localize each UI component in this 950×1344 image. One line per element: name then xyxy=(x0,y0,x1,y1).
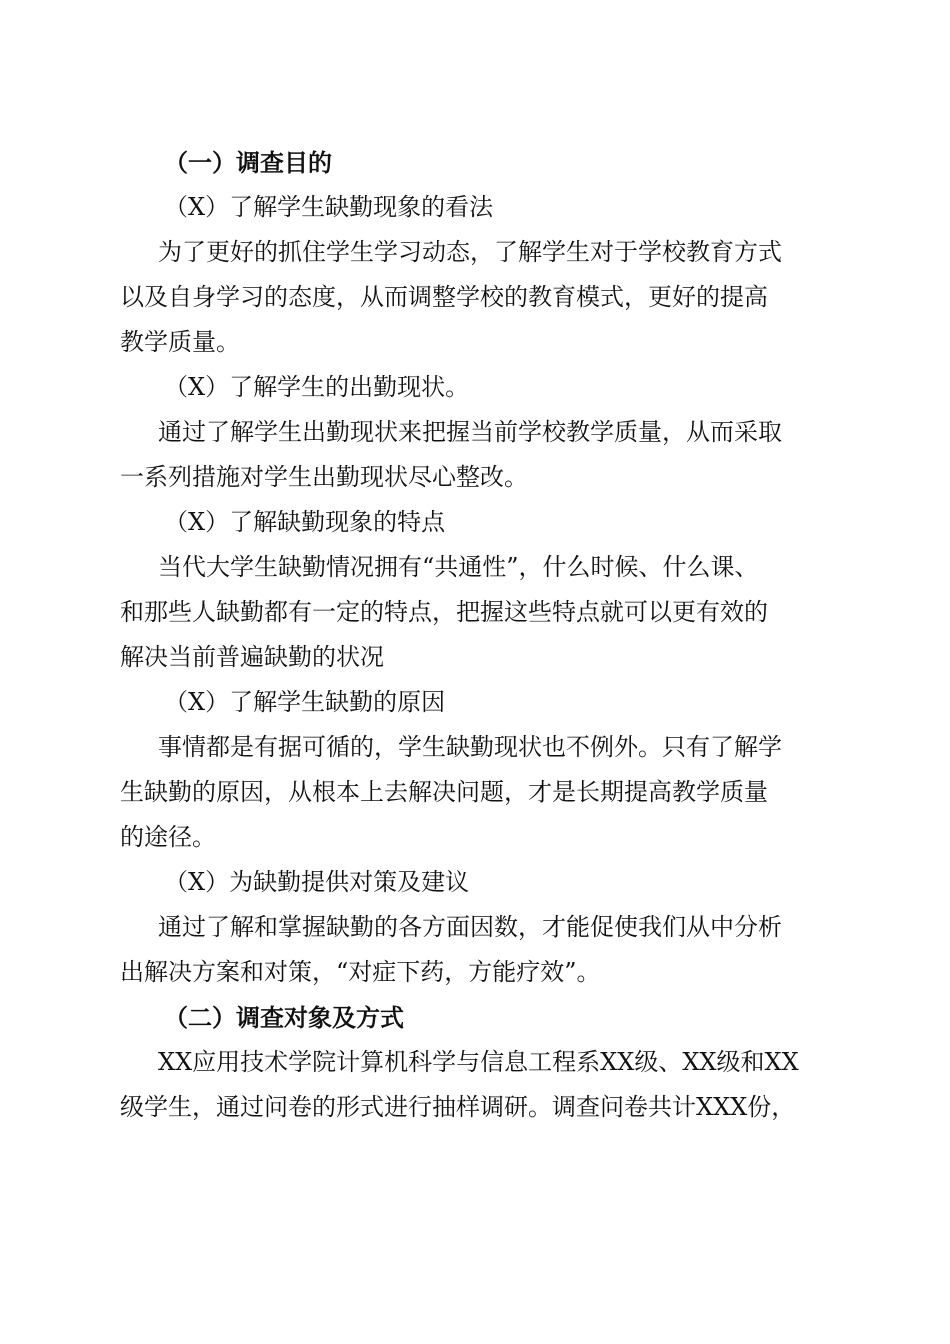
paragraph-line: 解决当前普遍缺勤的状况 xyxy=(120,643,384,671)
paragraph-line: 和那些人缺勤都有一定的特点，把握这些特点就可以更有效的 xyxy=(120,598,768,626)
paragraph-line: 一系列措施对学生出勤现状尽心整改。 xyxy=(120,463,528,491)
subsection-title: （X）了解学生缺勤的原因 xyxy=(164,688,446,716)
section-heading-subjects: （二）调查对象及方式 xyxy=(164,1003,404,1032)
paragraph-line: 级学生，通过问卷的形式进行抽样调研。调查问卷共计XXX份， xyxy=(120,1093,796,1121)
document-body xyxy=(120,140,830,1130)
subsection-title: （X）了解学生的出勤现状。 xyxy=(164,373,470,401)
paragraph-line: 出解决方案和对策，“对症下药，方能疗效”。 xyxy=(120,958,601,986)
paragraph-line: 的途径。 xyxy=(120,823,216,851)
paragraph-line: 当代大学生缺勤情况拥有“共通性”，什么时候、什么课、 xyxy=(158,553,759,581)
paragraph-line: 事情都是有据可循的，学生缺勤现状也不例外。只有了解学 xyxy=(158,733,782,761)
paragraph-line: 通过了解学生出勤现状来把握当前学校教学质量，从而采取 xyxy=(158,418,782,446)
subsection-title: （X）了解学生缺勤现象的看法 xyxy=(164,193,494,221)
paragraph-line: 通过了解和掌握缺勤的各方面因数，才能促使我们从中分析 xyxy=(158,913,782,941)
subsection-title: （X）为缺勤提供对策及建议 xyxy=(164,868,470,896)
paragraph-line: XX应用技术学院计算机科学与信息工程系XX级、XX级和XX xyxy=(158,1048,799,1076)
paragraph-line: 为了更好的抓住学生学习动态，了解学生对于学校教育方式 xyxy=(158,238,782,266)
section-heading-purpose: （一）调查目的 xyxy=(164,148,332,177)
subsection-title: （X）了解缺勤现象的特点 xyxy=(164,508,446,536)
paragraph-line: 教学质量。 xyxy=(120,328,240,356)
paragraph-line: 生缺勤的原因，从根本上去解决问题，才是长期提高教学质量 xyxy=(120,778,768,806)
paragraph-line: 以及自身学习的态度，从而调整学校的教育模式，更好的提高 xyxy=(120,283,768,311)
